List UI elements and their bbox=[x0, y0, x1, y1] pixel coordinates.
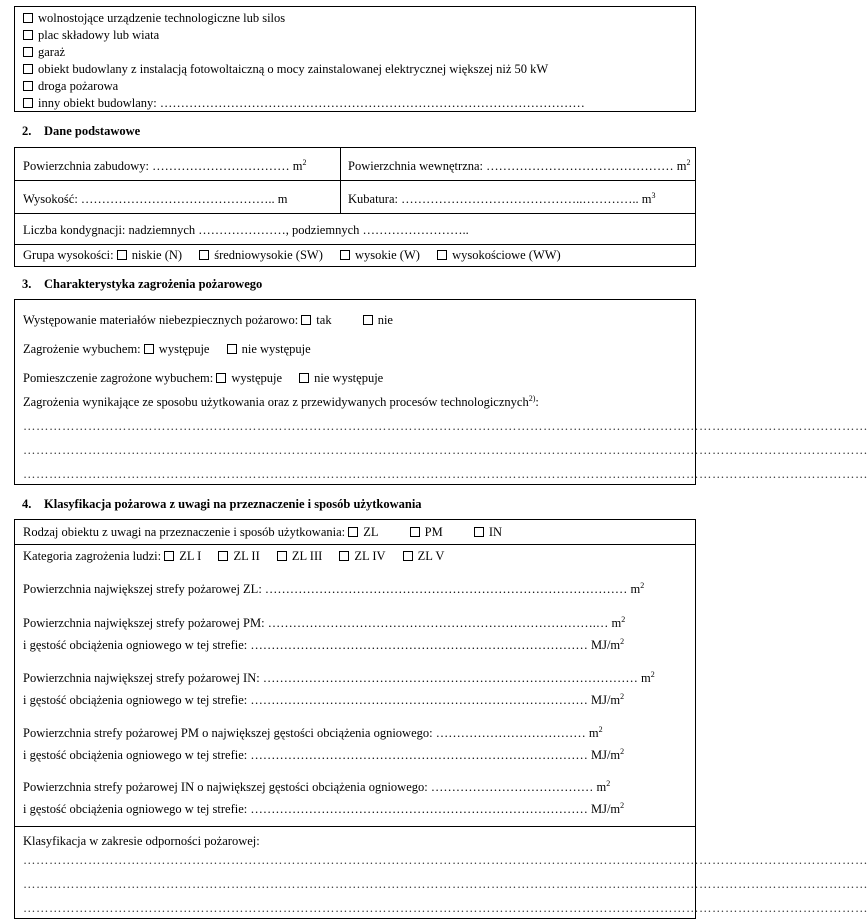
pm-max-area-field[interactable]: Powierzchnia strefy pożarowej PM o największej gęstości obciążenia ogniowego: ……………………………… $m^2$ bbox=[23, 724, 603, 740]
list-item: inny obiekt budowlany: ………………………………………………………………………………………… bbox=[23, 95, 585, 111]
height-field[interactable]: Wysokość: ……………………………………….. m bbox=[23, 192, 288, 206]
checkbox[interactable] bbox=[216, 373, 226, 383]
fire-resistance-line[interactable]: …………………………………………………………………………………………………………………………………………………………………………… bbox=[23, 877, 868, 891]
threats-line[interactable]: …………………………………………………………………………………………………………………………………………………………………………… bbox=[23, 443, 868, 457]
height-group-row: Grupa wysokości: niskie (N) średniowysokie (SW) wysokie (W) wysokościowe (WW) bbox=[23, 248, 561, 262]
checkbox[interactable] bbox=[348, 527, 358, 537]
list-item: droga pożarowa bbox=[23, 78, 118, 94]
inner-area-field[interactable]: Powierzchnia wewnętrzna: ……………………………………… $m^2$ bbox=[348, 157, 691, 173]
pm-area-field[interactable]: Powierzchnia największej strefy pożarowej PM: …………………………………………………………………….… $m^2$ bbox=[23, 614, 626, 630]
basic-data-box bbox=[14, 147, 696, 267]
section-heading: 3. Charakterystyka zagrożenia pożarowego bbox=[22, 277, 263, 291]
checkbox[interactable] bbox=[23, 64, 33, 74]
storeys-field[interactable]: Liczba kondygnacji: nadziemnych …………………, podziemnych …………………….. bbox=[23, 223, 469, 237]
checkbox[interactable] bbox=[199, 250, 209, 260]
list-item: obiekt budowlany z instalacją fotowoltaiczną o mocy zainstalowanej elektrycznej większej niż 50 kW bbox=[23, 61, 548, 77]
threats-line[interactable]: …………………………………………………………………………………………………………………………………………………………………………… bbox=[23, 467, 868, 481]
fire-resistance-label: Klasyfikacja w zakresie odporności pożarowej: bbox=[23, 834, 260, 848]
explosion-row: Zagrożenie wybuchem: występuje nie występuje bbox=[23, 342, 311, 356]
checkbox[interactable] bbox=[299, 373, 309, 383]
pm-max-density-field[interactable]: i gęstość obciążenia ogniowego w tej strefie: ……………………………………………………………………… $MJ/m^2$ bbox=[23, 746, 625, 762]
checkbox[interactable] bbox=[23, 98, 33, 108]
list-item: plac składowy lub wiata bbox=[23, 27, 159, 43]
checkbox[interactable] bbox=[144, 344, 154, 354]
in-max-area-field[interactable]: Powierzchnia strefy pożarowej IN o największej gęstości obciążenia ogniowego: ………………………………… $m^2$ bbox=[23, 778, 611, 794]
checkbox[interactable] bbox=[277, 551, 287, 561]
section-heading: 2. Dane podstawowe bbox=[22, 124, 141, 138]
fire-resistance-line[interactable]: …………………………………………………………………………………………………………………………………………………………………………… bbox=[23, 901, 868, 915]
in-max-density-field[interactable]: i gęstość obciążenia ogniowego w tej strefie: ……………………………………………………………………… $MJ/m^2$ bbox=[23, 800, 625, 816]
list-item: garaż bbox=[23, 44, 65, 60]
volume-field[interactable]: Kubatura: ……………………………………..………….. $m^3$ bbox=[348, 190, 656, 206]
classification-box bbox=[14, 519, 868, 919]
checkbox[interactable] bbox=[363, 315, 373, 325]
fire-hazard-box bbox=[14, 299, 868, 485]
checkbox[interactable] bbox=[340, 250, 350, 260]
checkbox[interactable] bbox=[218, 551, 228, 561]
pm-density-field[interactable]: i gęstość obciążenia ogniowego w tej strefie: ……………………………………………………………………… $MJ/m^2$ bbox=[23, 636, 625, 652]
checkbox[interactable] bbox=[23, 13, 33, 23]
object-type-row: Rodzaj obiektu z uwagi na przeznaczenie i sposób użytkowania: ZL PM IN bbox=[23, 525, 503, 539]
threats-label: Zagrożenia wynikające ze sposobu użytkowania oraz z przewidywanych procesów technologicznych$^{2)}$: bbox=[23, 393, 539, 409]
checkbox[interactable] bbox=[403, 551, 413, 561]
checkbox[interactable] bbox=[164, 551, 174, 561]
in-density-field[interactable]: i gęstość obciążenia ogniowego w tej strefie: ……………………………………………………………………… $MJ/m^2$ bbox=[23, 691, 625, 707]
building-type-box bbox=[14, 6, 696, 112]
building-area-field[interactable]: Powierzchnia zabudowy: …………………………… $m^2$ bbox=[23, 157, 307, 173]
hazmat-row: Występowanie materiałów niebezpiecznych pożarowo: tak nie bbox=[23, 313, 393, 327]
checkbox[interactable] bbox=[474, 527, 484, 537]
checkbox[interactable] bbox=[437, 250, 447, 260]
checkbox[interactable] bbox=[117, 250, 127, 260]
checkbox[interactable] bbox=[23, 47, 33, 57]
threats-line[interactable]: …………………………………………………………………………………………………………………………………………………………………………… bbox=[23, 419, 868, 433]
list-item: wolnostojące urządzenie technologiczne lub silos bbox=[23, 10, 285, 26]
checkbox[interactable] bbox=[23, 30, 33, 40]
zl-area-field[interactable]: Powierzchnia największej strefy pożarowej ZL: …………………………………………………………………………… $m^2$ bbox=[23, 580, 645, 596]
risk-category-row: Kategoria zagrożenia ludzi: ZL I ZL II ZL III ZL IV ZL V bbox=[23, 549, 445, 563]
checkbox[interactable] bbox=[23, 81, 33, 91]
explosive-room-row: Pomieszczenie zagrożone wybuchem: występuje nie występuje bbox=[23, 371, 384, 385]
fire-resistance-line[interactable]: …………………………………………………………………………………………………………………………………………………………………………… bbox=[23, 853, 868, 867]
checkbox[interactable] bbox=[410, 527, 420, 537]
checkbox[interactable] bbox=[227, 344, 237, 354]
checkbox[interactable] bbox=[301, 315, 311, 325]
in-area-field[interactable]: Powierzchnia największej strefy pożarowej IN: ……………………………………………………………………………… $m^2$ bbox=[23, 669, 655, 685]
section-heading: 4. Klasyfikacja pożarowa z uwagi na przeznaczenie i sposób użytkowania bbox=[22, 497, 422, 511]
checkbox[interactable] bbox=[339, 551, 349, 561]
